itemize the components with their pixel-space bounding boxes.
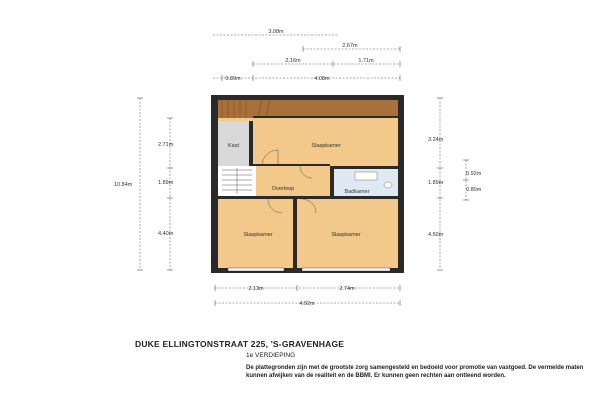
dim-top-right: 2.67m (342, 43, 358, 49)
dim-mid-right: 1.71m (358, 58, 374, 64)
dim-left-middle: 1.89m (158, 180, 174, 186)
dim-mid-left: 2.16m (285, 58, 301, 64)
roof-area (218, 100, 253, 118)
dim-top-total: 3.08m (268, 29, 284, 35)
window-right (302, 268, 390, 271)
dim-left-total: 10.84m (114, 182, 133, 188)
dim-right-lower: 4.50m (428, 232, 444, 238)
slaapkamer-left-label: Slaapkamer (243, 232, 273, 238)
dim-bottom-right: 2.74m (339, 286, 355, 292)
dim-right-small-b: 0.80m (466, 187, 482, 193)
kast-label: Kast (228, 143, 240, 149)
dim-right-upper: 3.24m (428, 137, 444, 143)
badkamer-label: Badkamer (344, 189, 370, 195)
dim-right-middle: 1.89m (428, 180, 444, 186)
bathtub-icon (355, 172, 377, 180)
dim-left-upper: 2.71m (158, 142, 174, 148)
disclaimer-text: De plattegronden zijn met de grootste zorg samengesteld en bedoeld voor promotie van vastgoed. De vermelde maten kunnen afwijken van de realiteit en de BBMI. Er kunnen geen rechten aan ontleend worden. (246, 365, 584, 380)
slaapkamer-top-label: Slaapkamer (311, 143, 341, 149)
overloop-label: Overloop (271, 186, 295, 192)
toilet-icon (384, 182, 392, 188)
dim-bottom-total: 4.92m (299, 301, 315, 307)
top-dimensions (213, 35, 400, 78)
window-left (228, 268, 284, 271)
slaapkamer-right-label: Slaapkamer (331, 232, 361, 238)
dim-bottom-left: 2.13m (248, 286, 264, 292)
dim-small-left: 0.80m (225, 76, 241, 82)
dim-left-lower: 4.40m (158, 231, 174, 237)
address-title: DUKE ELLINGTONSTRAAT 225, 'S-GRAVENHAGE (135, 339, 345, 349)
dim-right-small-a: 0.92m (466, 171, 482, 177)
dim-overall-width: 4.08m (314, 76, 330, 82)
floor-label: 1e VERDIEPING (246, 352, 296, 359)
